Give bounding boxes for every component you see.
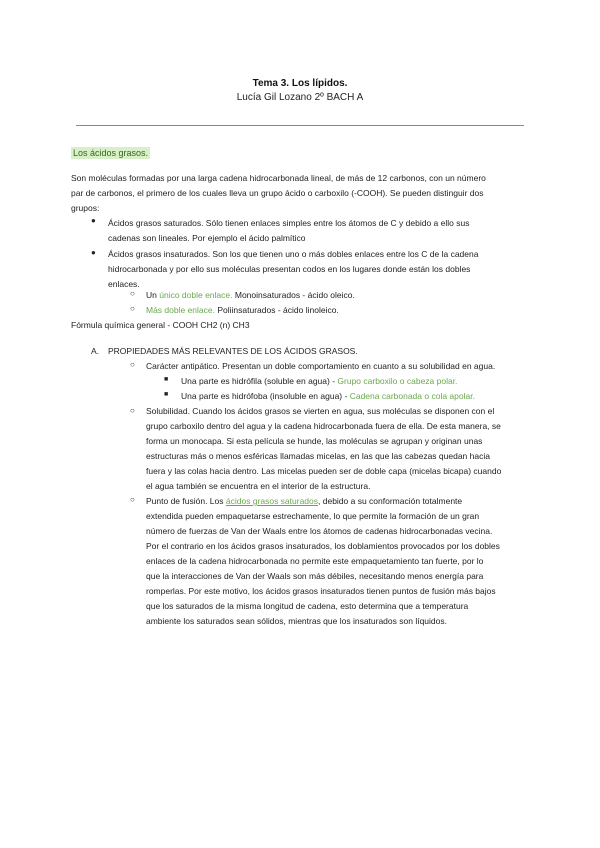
solubilidad-line: grupo carboxilo dentro del agua y la cadena hidrocarbonada fuera de ella. De esta manera, se: [146, 421, 501, 431]
caracter-line: Carácter antipático. Presentan un doble comportamiento en cuanto a su solubilidad en agua.: [146, 361, 496, 371]
hidrofoba-highlight: Cadena carbonada o cola apolar.: [349, 391, 475, 401]
fusion-line: [146, 494, 462, 509]
formula-line: Fórmula química general - COOH CH2 (n) CH3: [71, 320, 250, 330]
mono-rest: Monoinsaturados - ácido oleico.: [232, 290, 355, 300]
fusion-line: que los saturados de la misma longitud de cadena, esto determina que a temperatura: [146, 601, 469, 611]
saturados-line: Ácidos grasos saturados. Sólo tienen enlaces simples entre los átomos de C y debido a ello sus: [108, 218, 470, 228]
hidrofoba-text: Una parte es hidrófoba (insoluble en agua) -: [181, 391, 350, 401]
intro-line: par de carbonos, el primero de los cuales lleva un grupo ácido o carboxilo (-COOH). Se pueden distinguir dos: [71, 188, 484, 198]
bullet-circle-icon: ○: [130, 360, 135, 369]
poli-highlight: Más doble enlace.: [146, 305, 215, 315]
bullet-square-icon: ■: [164, 391, 169, 398]
insaturados-line: enlaces.: [108, 279, 140, 289]
solubilidad-line: fuera y las colas hacia dentro. Las micelas pueden ser de doble capa (micelas bicapa) cuando: [146, 466, 502, 476]
fusion-line: ambiente los saturados sean sólidos, mientras que los insaturados son líquidos.: [146, 616, 447, 626]
intro-line: grupos:: [71, 203, 100, 213]
intro-line: Son moléculas formadas por una larga cadena hidrocarbonada lineal, de más de 12 carbonos, con un número: [71, 173, 486, 183]
bullet-square-icon: ■: [164, 376, 169, 383]
bullet-disc-icon: ●: [91, 216, 96, 225]
insaturados-line: hidrocarbonada y por ello sus moléculas presentan codos en los lugares donde están los dobles: [108, 264, 471, 274]
solubilidad-line: estructuras más o menos esféricas llamadas micelas, en las que las cabezas quedan hacia: [146, 451, 490, 461]
insaturados-line: Ácidos grasos insaturados. Son los que tienen uno o más dobles enlaces entre los C de la cadena: [108, 249, 479, 259]
header-divider: [76, 125, 524, 126]
poli-rest: Poliinsaturados - ácido linoleico.: [215, 305, 339, 315]
bullet-circle-icon: ○: [130, 406, 135, 415]
bullet-circle-icon: ○: [130, 304, 135, 313]
fusion-line: número de fuerzas de Van der Waals entre los átomos de cadenas hidrocarbonadas vecina.: [146, 526, 493, 536]
poli-line: [146, 303, 339, 318]
bullet-circle-icon: ○: [130, 289, 135, 298]
mono-line: [146, 288, 355, 303]
section-heading: Los ácidos grasos.: [73, 148, 149, 158]
fusion-rest: , debido a su conformación totalmente: [318, 496, 463, 506]
fusion-line: enlaces de la cadena hidrocarbonada no permite este empaquetamiento tan fuerte, por lo: [146, 556, 484, 566]
solubilidad-line: el agua también se encuentra en el interior de la estructura.: [146, 481, 371, 491]
fusion-line: extendida pueden empaquetarse estrechamente, lo que permite la formación de un gran: [146, 511, 480, 521]
page-title: Tema 3. Los lípidos.: [252, 78, 348, 89]
fusion-line: romperlas. Por este motivo, los ácidos grasos insaturados tienen puntos de fusión más bajos: [146, 586, 496, 596]
saturados-link[interactable]: ácidos grasos saturados: [225, 496, 319, 506]
hidrofila-text: Una parte es hidrófila (soluble en agua) -: [181, 376, 338, 386]
fusion-prefix: Punto de fusión. Los: [146, 496, 226, 506]
saturados-line: cadenas son lineales. Por ejemplo el ácido palmítico: [108, 233, 306, 243]
propiedades-heading: PROPIEDADES MÁS RELEVANTES DE LOS ÁCIDOS GRASOS.: [108, 346, 358, 356]
bullet-circle-icon: ○: [130, 495, 135, 504]
mono-highlight: único doble enlace.: [159, 290, 233, 300]
solubilidad-line: Solubilidad. Cuando los ácidos grasos se vierten en agua, sus moléculas se disponen con el: [146, 406, 495, 416]
mono-prefix: Un: [146, 290, 160, 300]
list-marker: A.: [91, 346, 100, 356]
fusion-line: Por el contrario en los ácidos grasos insaturados, los doblamientos provocados por los dobles: [146, 541, 500, 551]
hidrofoba-line: [181, 389, 475, 404]
solubilidad-line: forma un monocapa. Si esta película se hunde, las moléculas se agrupan y originan unas: [146, 436, 483, 446]
fusion-line: que la interacciones de Van der Waals son más débiles, necesitando menos energía para: [146, 571, 484, 581]
hidrofila-line: [181, 374, 457, 389]
author-line: Lucía Gil Lozano 2º BACH A: [236, 92, 364, 103]
hidrofila-highlight: Grupo carboxilo o cabeza polar.: [337, 376, 458, 386]
bullet-disc-icon: ●: [91, 248, 96, 257]
